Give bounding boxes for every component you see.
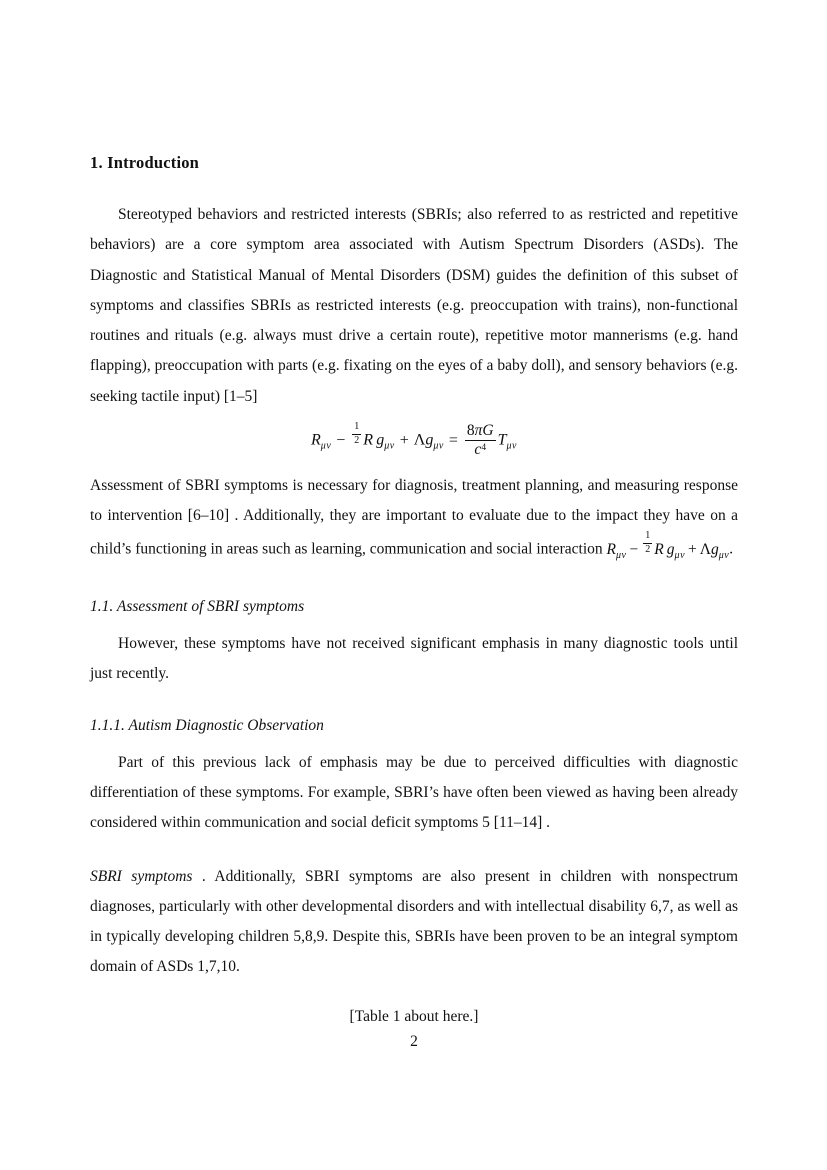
paragraph-however: However, these symptoms have not received significant emphasis in many diagnostic tools until just recently. <box>90 635 738 683</box>
math-var-g2: g <box>425 431 434 449</box>
paragraph-assessment-period: . <box>729 540 734 558</box>
section-heading-1-1: 1.1. Assessment of SBRI symptoms <box>90 598 305 616</box>
math-op-plus: + <box>399 431 409 449</box>
page-content <box>90 0 738 1051</box>
section-heading-1-1-1: 1.1.1. Autism Diagnostic Observation <box>90 716 324 734</box>
math-var-R2: R <box>363 431 374 449</box>
display-equation <box>90 422 738 459</box>
math-sub-munu4: μν <box>506 440 517 452</box>
page-number: 2 <box>410 1032 418 1050</box>
inline-fraction-one-half: $\frac{1}{2}$ <box>645 530 651 555</box>
inline-equation: $R_{\mu\nu}$ − $\frac{1}{2}$ R $g_{\mu\nu} + \Lambda g_{\mu\nu}$ <box>606 530 730 561</box>
paragraph-lack-of-emphasis: Part of this previous lack of emphasis may be due to perceived difficulties with diagnostic differentiation of these symptoms. For example, SBRI’s have often been viewed as having been already considered within communication and social deficit symptoms 5 [11–14] . <box>90 753 738 832</box>
math-sub-munu3: μν <box>433 440 444 452</box>
paragraph-sbri-symptoms-text: . Additionally, SBRI symptoms are also present in children with nonspectrum diagnoses, particularly with other developmental disorders and with intellectual disability 6,7, as well as in typically developing children 5,8,9. Despite this, SBRIs have been proven to be an integral symptom domain of ASDs 1,7,10. <box>90 867 738 976</box>
einstein-field-equation <box>311 422 517 459</box>
math-var-g: g <box>376 431 385 449</box>
math-sub-munu: μν <box>320 440 332 452</box>
fraction-one-half: $\frac{1}{2}$ <box>354 421 360 446</box>
math-op-equals: = <box>448 431 458 449</box>
math-op-minus: − <box>336 431 346 449</box>
section-heading-introduction: 1. Introduction <box>90 153 200 172</box>
table-placeholder-note: [Table 1 about here.] <box>349 1007 479 1025</box>
math-var-T: T <box>497 431 507 449</box>
math-var-lambda: Λ <box>413 431 426 449</box>
math-sub-munu2: μν <box>384 440 395 452</box>
paragraph-sbri-symptoms <box>90 862 738 983</box>
paragraph-assessment-text: Assessment of SBRI symptoms is necessary for diagnosis, treatment planning, and measuring response to intervention [6–10] . Additionally, they are important to evaluate due to the impact they have on a child’s functioning in areas such as learning, communication and social interaction <box>90 476 738 558</box>
fraction-8piG-c4: $\frac{8\pi G}{c^4}$ <box>466 422 494 459</box>
run-in-heading-sbri-symptoms: SBRI symptoms <box>90 867 202 885</box>
math-var-R: R <box>311 431 321 449</box>
paragraph-assessment <box>90 471 738 571</box>
paragraph-sbri-definition: Stereotyped behaviors and restricted interests (SBRIs; also referred to as restricted and repetitive behaviors) are a core symptom area associated with Autism Spectrum Disorders (ASDs). The Diagnostic and Statistical Manual of Mental Disorders (DSM) guides the definition of this subset of symptoms and classifies SBRIs as restricted interests (e.g. preoccupation with trains), non-functional routines and rituals (e.g. always must drive a certain route), repetitive motor mannerisms (e.g. hand flapping), preoccupation with parts (e.g. fixating on the eyes of a baby doll), and sensory behaviors (e.g. seeking tactile input) [1–5] <box>90 206 738 405</box>
